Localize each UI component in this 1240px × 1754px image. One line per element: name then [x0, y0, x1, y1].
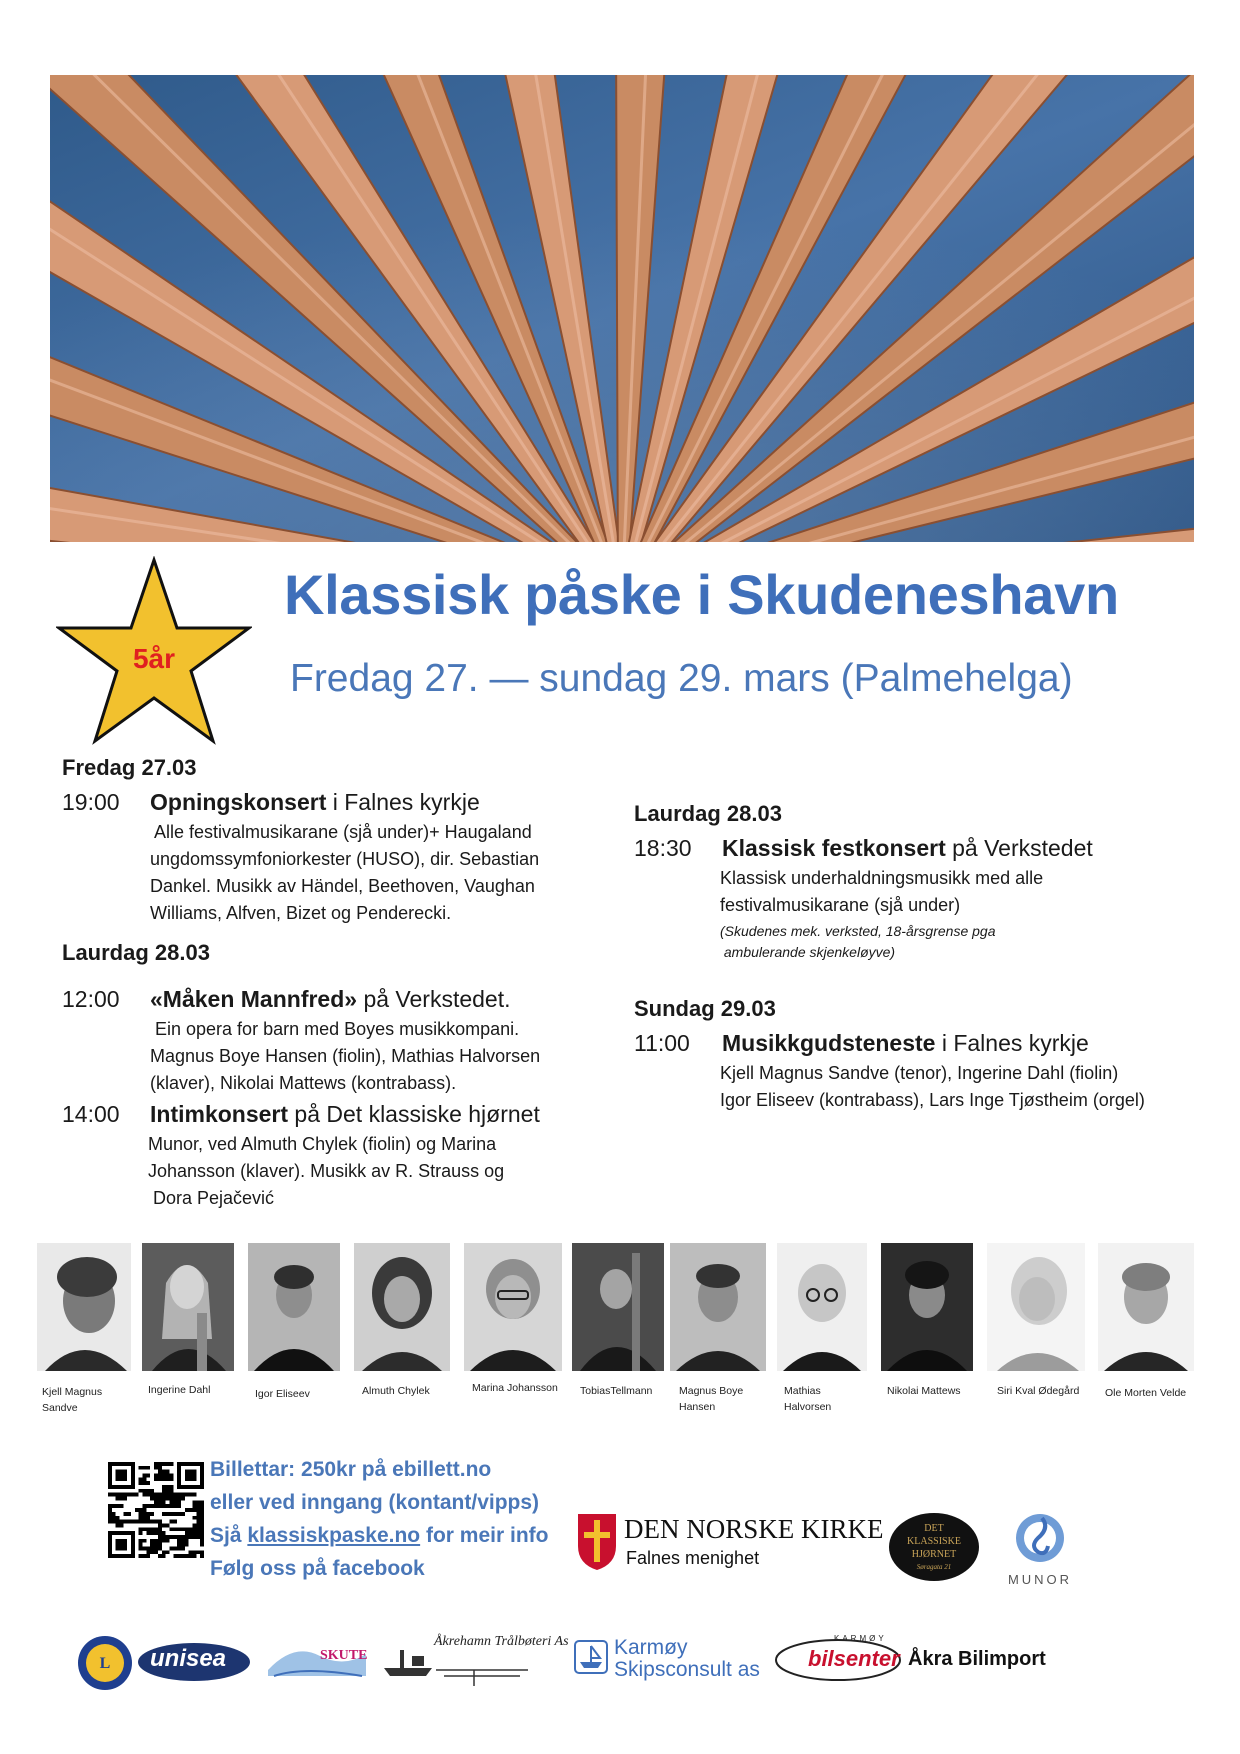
hjornet-badge — [888, 1512, 980, 1582]
musician-photo — [37, 1243, 131, 1371]
musician-name: Kjell Magnus Sandve — [42, 1386, 103, 1414]
musician-name: Almuth Chylek — [362, 1385, 430, 1397]
musician-photo — [248, 1243, 340, 1371]
aakrehamn-trailer-logo — [382, 1632, 569, 1690]
ticket-price: Billettar: 250kr på ebillett.no — [210, 1458, 492, 1481]
skipsconsult-name: Skipsconsult as — [614, 1658, 760, 1681]
description-line: Klassisk underhaldningsmusikk med alle — [720, 868, 1044, 888]
event-description — [720, 1060, 1145, 1114]
day-heading: Laurdag 28.03 — [634, 801, 782, 826]
skute-name: SKUTE — [320, 1648, 368, 1663]
unisea-name: unisea — [150, 1645, 227, 1672]
musician-name: Igor Eliseev — [255, 1388, 310, 1400]
hero-image — [50, 75, 1194, 542]
lions-logo — [76, 1634, 134, 1692]
event-place: i Falnes kyrkje — [935, 1030, 1089, 1056]
event-place: i Falnes kyrkje — [326, 789, 480, 815]
kirke-parish: Falnes menighet — [626, 1548, 760, 1568]
description-line: Dora Pejačević — [148, 1188, 275, 1208]
description-line: Williams, Alfven, Bizet og Penderecki. — [150, 903, 452, 923]
anniversary-label: 5år — [132, 643, 176, 674]
musician-photo — [142, 1243, 234, 1371]
skute-logo — [264, 1636, 370, 1684]
description-line: festivalmusikarane (sjå under) — [720, 895, 961, 915]
description-line: Johansson (klaver). Musikk av R. Strauss og — [148, 1161, 505, 1181]
event-row — [62, 1101, 540, 1128]
musician-photo — [572, 1243, 664, 1371]
note-line: ambulerande skjenkeløyve) — [720, 944, 896, 960]
day-heading: Fredag 27.03 — [62, 755, 197, 780]
karmoy-name: Karmøy — [614, 1636, 688, 1659]
musician-name: Ingerine Dahl — [148, 1384, 211, 1396]
event-name: Klassisk festkonsert — [722, 835, 946, 861]
description-line: Magnus Boye Hansen (fiolin), Mathias Halvorsen — [150, 1046, 541, 1066]
event-time: 19:00 — [62, 789, 120, 815]
info-suffix: for meir info — [420, 1524, 549, 1547]
hjornet-line: HJØRNET — [911, 1549, 957, 1560]
event-note — [720, 921, 995, 963]
festival-title: Klassisk påske i Skudeneshavn — [284, 563, 1119, 626]
musician-name: Siri Kval Ødegård — [997, 1385, 1080, 1397]
event-name: Intimkonsert — [150, 1101, 289, 1127]
karmoy-skipsconsult-logo — [574, 1636, 774, 1688]
event-row — [62, 986, 511, 1013]
ticket-door: eller ved inngang (kontant/vipps) — [210, 1491, 540, 1514]
kirke-name: DEN NORSKE KIRKE — [624, 1514, 884, 1544]
website-link[interactable]: klassiskpaske.no — [247, 1524, 421, 1547]
event-description — [720, 865, 1043, 919]
karmoy-bilsenter-logo — [774, 1632, 904, 1686]
hjornet-line: KLASSISKE — [907, 1536, 961, 1547]
akra-bilimport-logo: Åkra Bilimport — [908, 1648, 1046, 1670]
trailer-name: Åkrehamn Trålbøteri As — [434, 1634, 569, 1649]
musician-name: Marina Johansson — [472, 1382, 558, 1394]
day-heading: Sundag 29.03 — [634, 996, 776, 1021]
event-name: «Måken Mannfred» — [150, 986, 358, 1012]
event-description — [150, 1016, 540, 1097]
musician-name: Ole Morten Velde — [1105, 1387, 1187, 1399]
musician-photo — [987, 1243, 1085, 1371]
musician-name: Nikolai Mattews — [887, 1385, 961, 1397]
facebook-line[interactable]: Følg oss på facebook — [210, 1557, 425, 1580]
munor-name: MUNOR — [1007, 1572, 1073, 1587]
event-row — [62, 789, 480, 816]
description-line: ungdomssymfoniorkester (HUSO), dir. Sebastian — [150, 849, 540, 869]
anniversary-star — [56, 556, 252, 746]
musician-photo — [881, 1243, 973, 1371]
note-line: (Skudenes mek. verksted, 18-årsgrense pga — [720, 923, 996, 939]
musician-photo — [354, 1243, 450, 1371]
copper-rays-photo — [50, 75, 1194, 542]
description-line: (klaver), Nikolai Mattews (kontrabass). — [150, 1073, 457, 1093]
musician-name: TobiasTellmann — [580, 1385, 653, 1397]
bilsenter-name: bilsenter — [808, 1646, 900, 1671]
den-norske-kirke-logo — [576, 1512, 884, 1576]
musician-photo — [777, 1243, 867, 1371]
event-place: på Verkstedet. — [357, 986, 511, 1012]
info-line — [210, 1524, 548, 1548]
treble-clef-icon — [1004, 1510, 1076, 1570]
bilsenter-tag: KARMØY — [834, 1634, 887, 1643]
musician-photo — [670, 1243, 766, 1371]
event-time: 12:00 — [62, 986, 120, 1012]
event-description — [148, 1131, 504, 1212]
church-shield-icon — [576, 1512, 618, 1572]
hjornet-line: DET — [924, 1523, 944, 1534]
day-heading: Laurdag 28.03 — [62, 940, 210, 965]
description-line: Munor, ved Almuth Chylek (fiolin) og Marina — [148, 1134, 497, 1154]
description-line: Igor Eliseev (kontrabass), Lars Inge Tjøstheim (orgel) — [720, 1090, 1145, 1110]
munor-logo — [1004, 1510, 1076, 1594]
musician-photo — [1098, 1243, 1194, 1371]
event-place: på Verkstedet — [945, 835, 1093, 861]
description-line: Alle festivalmusikarane (sjå under)+ Haugaland — [150, 822, 532, 842]
det-klassiske-hjornet-logo — [888, 1512, 980, 1582]
event-time: 14:00 — [62, 1101, 120, 1127]
event-time: 11:00 — [634, 1030, 690, 1056]
event-name: Musikkgudsteneste — [722, 1030, 936, 1056]
qr-code[interactable] — [108, 1462, 204, 1558]
event-name: Opningskonsert — [150, 789, 327, 815]
festival-dates: Fredag 27. — sundag 29. mars (Palmehelga) — [290, 657, 1073, 700]
svg-text:L: L — [99, 1655, 111, 1672]
unisea-logo — [136, 1640, 256, 1684]
description-line: Dankel. Musikk av Händel, Beethoven, Vaughan — [150, 876, 535, 896]
event-row — [634, 1030, 1089, 1057]
musician-name: Mathias Halvorsen — [784, 1385, 832, 1413]
event-row — [634, 835, 1093, 862]
event-place: på Det klassiske hjørnet — [288, 1101, 540, 1127]
description-line: Kjell Magnus Sandve (tenor), Ingerine Dahl (fiolin) — [720, 1063, 1119, 1083]
hjornet-address: Søragata 21 — [916, 1563, 952, 1571]
event-description — [150, 819, 539, 927]
description-line: Ein opera for barn med Boyes musikkompani. — [150, 1019, 520, 1039]
event-time: 18:30 — [634, 835, 692, 861]
musician-photo — [464, 1243, 562, 1371]
musician-name: Magnus Boye Hansen — [679, 1385, 744, 1413]
info-prefix: Sjå — [210, 1524, 248, 1547]
